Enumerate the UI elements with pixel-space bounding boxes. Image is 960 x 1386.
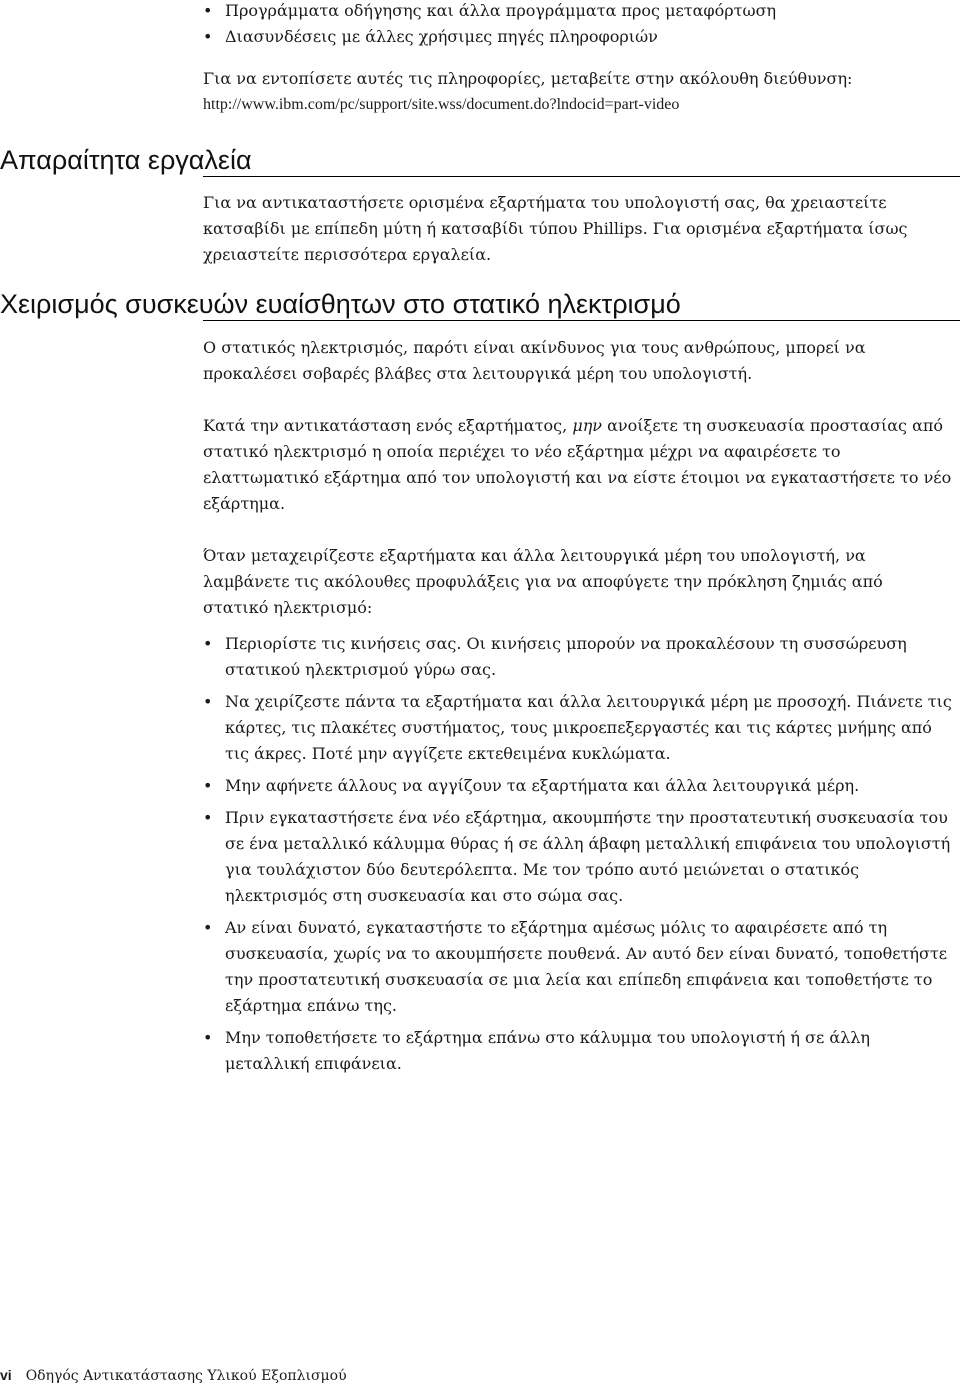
list-item: • Να χειρίζεστε πάντα τα εξαρτήματα και άλλα λειτουργικά μέρη με προσοχή. Πιάνετε τις κάρτες, τις πλακέτες συστήματος, τους μικροεπεξεργαστές και τις κάρτες μνήμης από τις άκρες. Ποτέ μην αγγίζετε εκτεθειμένα κυκλώματα. (203, 689, 953, 767)
tools-paragraph: Για να αντικαταστήσετε ορισμένα εξαρτήματα του υπολογιστή σας, θα χρειαστείτε κατσαβίδι με επίπεδη μύτη ή κατσαβίδι τύπου Phillips. Για ορισμένα εξαρτήματα ίσως χρειαστείτε περισσότερα εργαλεία. (203, 193, 908, 264)
page-number: vi (0, 1367, 12, 1383)
list-item: • Αν είναι δυνατό, εγκαταστήστε το εξάρτημα αμέσως μόλις το αφαιρέσετε από τη συσκευασία, χωρίς να το ακουμπήσετε πουθενά. Αν αυτό δεν είναι δυνατό, τοποθετήστε την προστατευτική συσκευασία σε μια λεία και επίπεδη επιφάνεια και τοποθετήστε το εξάρτημα επάνω της. (203, 915, 953, 1019)
section-rule (203, 176, 960, 177)
list-item: • Μην αφήνετε άλλους να αγγίζουν τα εξαρτήματα και άλλα λειτουργικά μέρη. (203, 773, 953, 799)
list-item: • Προγράμματα οδήγησης και άλλα προγράμματα προς μεταφόρτωση (203, 0, 943, 24)
section-heading-static: Χειρισμός συσκευών ευαίσθητων στο στατικό ηλεκτρισμό (0, 289, 681, 319)
static-paragraph-3: Όταν μεταχειρίζεστε εξαρτήματα και άλλα λειτουργικά μέρη του υπολογιστή, να λαμβάνετε τις ακόλουθες προφυλάξεις για να αποφύγετε την πρόκληση ζημιάς από στατικό ηλεκτρισμό: (203, 546, 883, 617)
section-rule (203, 320, 960, 321)
static-paragraph-2: Κατά την αντικατάσταση ενός εξαρτήματος, μην ανοίξετε τη συσκευασία προστασίας από στατικό ηλεκτρισμό η οποία περιέχει το νέο εξάρτημα μέχρι να αφαιρέσετε το ελαττωματικό εξάρτημα από τον υπολογιστή και να είστε έτοιμοι να εγκαταστήσετε το νέο εξάρτημα. (203, 416, 952, 513)
static-paragraph-1: Ο στατικός ηλεκτρισμός, παρότι είναι ακίνδυνος για τους ανθρώπους, μπορεί να προκαλέσει σοβαρές βλάβες στα λειτουργικά μέρη του υπολογιστή. (203, 338, 866, 383)
list-item: • Πριν εγκαταστήσετε ένα νέο εξάρτημα, ακουμπήστε την προστατευτική συσκευασία του σε ένα μεταλλικό κάλυμμα θύρας ή σε άλλη άβαφη μεταλλική επιφάνεια του υπολογιστή για τουλάχιστον δύο δευτερόλεπτα. Με τον τρόπο αυτό μειώνεται ο στατικός ηλεκτρισμός στη συσκευασία και στο σώμα σας. (203, 805, 953, 909)
section-heading-tools: Απαραίτητα εργαλεία (0, 145, 252, 175)
list-item: • Διασυνδέσεις με άλλες χρήσιμες πηγές πληροφοριών (203, 24, 943, 50)
locate-text: Για να εντοπίσετε αυτές τις πληροφορίες, μεταβείτε στην ακόλουθη διεύθυνση: (203, 69, 853, 88)
list-item: • Μην τοποθετήσετε το εξάρτημα επάνω στο κάλυμμα του υπολογιστή ή σε άλλη μεταλλική επιφάνεια. (203, 1025, 953, 1077)
top-bullet-list (203, 0, 943, 50)
precautions-list (203, 631, 953, 1077)
static-content (203, 335, 953, 1077)
list-item: • Περιορίστε τις κινήσεις σας. Οι κινήσεις μπορούν να προκαλέσουν τη συσσώρευση στατικού ηλεκτρισμού γύρω σας. (203, 631, 953, 683)
locate-url: http://www.ibm.com/pc/support/site.wss/document.do?lndocid=part-video (203, 96, 680, 113)
footer-title: Οδηγός Αντικατάστασης Υλικού Εξοπλισμού (25, 1368, 347, 1384)
page-footer (0, 1366, 347, 1385)
emphasis-text: μην (572, 416, 603, 435)
locate-info (203, 66, 943, 118)
